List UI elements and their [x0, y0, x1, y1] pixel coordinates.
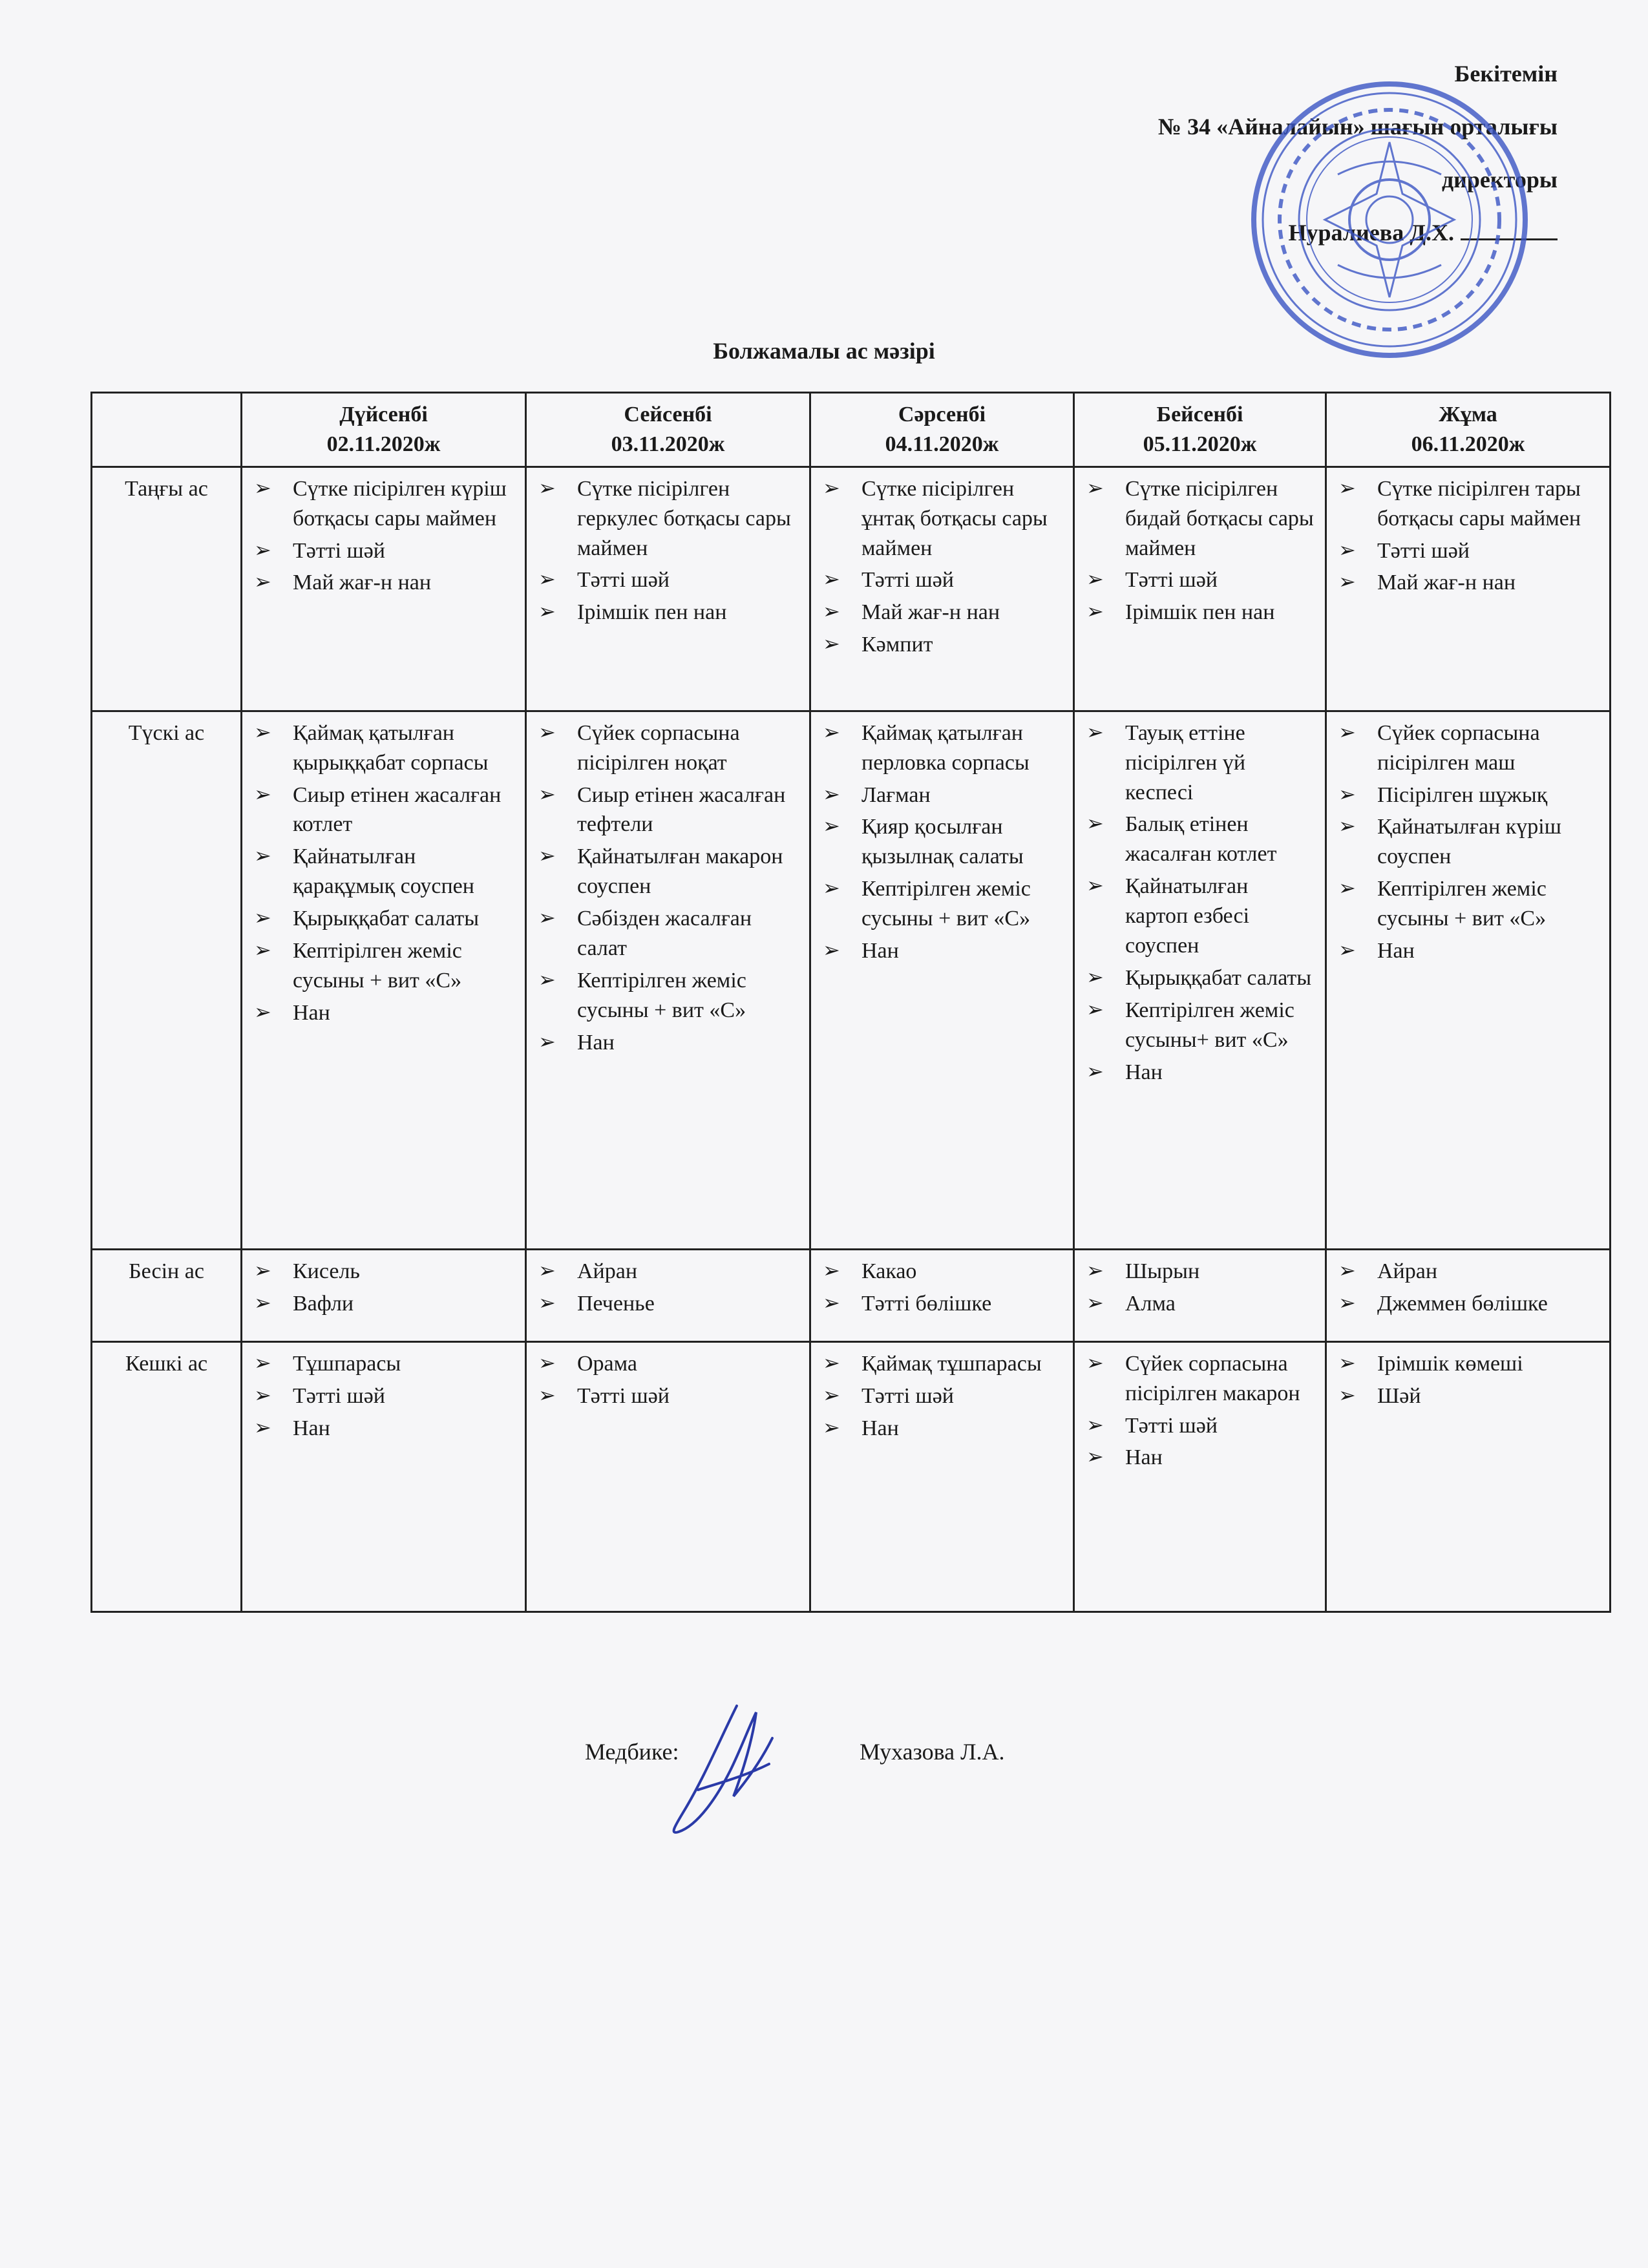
- dish-item: ➢ Сүйек сорпасына пісірілген макарон: [1084, 1349, 1316, 1409]
- menu-cell: [1074, 1249, 1326, 1341]
- dish-item: ➢ Тәтті шәй: [251, 536, 516, 566]
- menu-table: [90, 392, 1611, 1613]
- dish-item: ➢ Қайнатылған макарон соуспен: [536, 842, 800, 901]
- menu-cell: [242, 467, 526, 711]
- dish-item: ➢ Ірімшік пен нан: [1084, 598, 1316, 627]
- dish-item: ➢ Джеммен бөлішке: [1336, 1289, 1600, 1319]
- dish-item: ➢ Қаймақ тұшпарасы: [820, 1349, 1064, 1379]
- dish-item: ➢ Нан: [820, 936, 1064, 966]
- dish-item: ➢ Қаймақ қатылған перловка сорпасы: [820, 719, 1064, 778]
- dish-list: [820, 719, 1064, 966]
- dish-item: ➢ Кептірілген жеміс сусыны + вит «С»: [251, 936, 516, 996]
- menu-cell: [242, 711, 526, 1249]
- dish-item: ➢ Кептірілген жеміс сусыны + вит «С»: [1336, 874, 1600, 934]
- meal-name-cell: Кешкі ас: [92, 1341, 242, 1612]
- dish-item: ➢ Нан: [251, 1414, 516, 1444]
- meal-row: [92, 1249, 1611, 1341]
- dish-list: [1336, 719, 1600, 966]
- dish-item: ➢ Сүйек сорпасына пісірілген ноқат: [536, 719, 800, 778]
- dish-item: ➢ Май жағ-н нан: [251, 568, 516, 598]
- day-header: [1326, 393, 1611, 467]
- day-name: Жұма: [1439, 403, 1497, 426]
- dish-item: ➢ Печенье: [536, 1289, 800, 1319]
- dish-item: ➢ Нан: [820, 1414, 1064, 1444]
- approval-line-director-name: Нуралиева Д.Х.: [1288, 220, 1454, 246]
- dish-item: ➢ Сәбізден жасалған салат: [536, 904, 800, 963]
- dish-item: ➢ Тәтті шәй: [536, 565, 800, 595]
- menu-cell: [810, 711, 1074, 1249]
- day-name: Сәрсенбі: [898, 403, 986, 426]
- meal-name-cell: Таңғы ас: [92, 467, 242, 711]
- dish-list: [1084, 719, 1316, 1087]
- day-date: 05.11.2020ж: [1143, 432, 1257, 456]
- dish-item: ➢ Нан: [1084, 1443, 1316, 1473]
- day-date: 02.11.2020ж: [326, 432, 441, 456]
- day-header: [810, 393, 1074, 467]
- dish-item: ➢ Орама: [536, 1349, 800, 1379]
- dish-list: [1336, 1349, 1600, 1411]
- dish-item: ➢ Нан: [1084, 1058, 1316, 1087]
- dish-item: ➢ Шырын: [1084, 1257, 1316, 1286]
- dish-item: ➢ Сүтке пісірілген ұнтақ ботқасы сары маймен: [820, 474, 1064, 563]
- menu-cell: [1074, 1341, 1326, 1612]
- dish-list: [251, 719, 516, 1028]
- day-header: [526, 393, 810, 467]
- dish-item: ➢ Сүйек сорпасына пісірілген маш: [1336, 719, 1600, 778]
- dish-item: ➢ Сиыр етінен жасалған котлет: [251, 781, 516, 840]
- menu-cell: [1326, 711, 1611, 1249]
- dish-item: ➢ Тәтті шәй: [820, 1381, 1064, 1411]
- handwritten-signature-icon: [659, 1699, 808, 1842]
- dish-item: ➢ Нан: [536, 1028, 800, 1058]
- meal-name-cell: Түскі ас: [92, 711, 242, 1249]
- menu-cell: [242, 1249, 526, 1341]
- approval-line-position: директоры: [1441, 167, 1558, 193]
- dish-item: ➢ Ірімшік пен нан: [536, 598, 800, 627]
- menu-cell: [1326, 467, 1611, 711]
- dish-item: ➢ Кептірілген жеміс сусыны + вит «С»: [536, 966, 800, 1025]
- dish-item: ➢ Сиыр етінен жасалған тефтели: [536, 781, 800, 840]
- dish-item: ➢ Тұшпарасы: [251, 1349, 516, 1379]
- dish-item: ➢ Тәтті шәй: [1336, 536, 1600, 566]
- dish-item: ➢ Қаймақ қатылған қырыққабат сорпасы: [251, 719, 516, 778]
- day-date: 03.11.2020ж: [611, 432, 725, 456]
- menu-cell: [242, 1341, 526, 1612]
- dish-item: ➢ Кисель: [251, 1257, 516, 1286]
- day-name: Сейсенбі: [624, 403, 712, 426]
- dish-list: [536, 1257, 800, 1319]
- menu-cell: [810, 1249, 1074, 1341]
- dish-list: [1084, 1349, 1316, 1473]
- meal-row: [92, 711, 1611, 1249]
- dish-item: ➢ Алма: [1084, 1289, 1316, 1319]
- footer-role: Медбике:: [585, 1739, 679, 1765]
- dish-list: [536, 1349, 800, 1411]
- dish-item: ➢ Тәтті шәй: [1084, 1411, 1316, 1441]
- dish-item: ➢ Шәй: [1336, 1381, 1600, 1411]
- approval-line-organization: № 34 «Айналайын» шағын орталығы: [1157, 114, 1558, 140]
- dish-list: [251, 1257, 516, 1319]
- dish-item: ➢ Тәтті бөлішке: [820, 1289, 1064, 1319]
- dish-list: [820, 1257, 1064, 1319]
- dish-item: ➢ Тәтті шәй: [820, 565, 1064, 595]
- menu-cell: [810, 1341, 1074, 1612]
- dish-list: [536, 474, 800, 627]
- dish-item: ➢ Какао: [820, 1257, 1064, 1286]
- dish-item: ➢ Қайнатылған картоп езбесі соуспен: [1084, 872, 1316, 961]
- menu-cell: [526, 1249, 810, 1341]
- dish-item: ➢ Пісірілген шұжық: [1336, 781, 1600, 810]
- menu-cell: [526, 467, 810, 711]
- round-seal-stamp-icon: [1247, 78, 1532, 362]
- dish-item: ➢ Кептірілген жеміс сусыны+ вит «С»: [1084, 996, 1316, 1055]
- dish-item: ➢ Кәмпит: [820, 630, 1064, 660]
- day-name: Бейсенбі: [1156, 403, 1243, 426]
- menu-cell: [1074, 711, 1326, 1249]
- meal-row: [92, 467, 1611, 711]
- footer-nurse-name: Мухазова Л.А.: [860, 1739, 1005, 1765]
- menu-cell: [526, 711, 810, 1249]
- dish-list: [820, 474, 1064, 660]
- day-date: 06.11.2020ж: [1411, 432, 1525, 456]
- dish-list: [1084, 1257, 1316, 1319]
- day-header: [1074, 393, 1326, 467]
- dish-item: ➢ Нан: [1336, 936, 1600, 966]
- dish-item: ➢ Қырыққабат салаты: [1084, 963, 1316, 993]
- dish-item: ➢ Қайнатылған қарақұмық соуспен: [251, 842, 516, 901]
- menu-cell: [526, 1341, 810, 1612]
- dish-list: [251, 474, 516, 598]
- dish-list: [251, 1349, 516, 1444]
- page-title: Болжамалы ас мәзірі: [713, 338, 935, 364]
- dish-item: ➢ Қайнатылған күріш соуспен: [1336, 812, 1600, 872]
- menu-cell: [1074, 467, 1326, 711]
- dish-item: ➢ Сүтке пісірілген бидай ботқасы сары маймен: [1084, 474, 1316, 563]
- dish-item: ➢ Тауық еттіне пісірілген үй кеспесі: [1084, 719, 1316, 808]
- header-row: [92, 393, 1611, 467]
- dish-item: ➢ Май жағ-н нан: [820, 598, 1064, 627]
- dish-item: ➢ Май жағ-н нан: [1336, 568, 1600, 598]
- dish-item: ➢ Қырыққабат салаты: [251, 904, 516, 934]
- dish-item: ➢ Лағман: [820, 781, 1064, 810]
- dish-item: ➢ Сүтке пісірілген күріш ботқасы сары маймен: [251, 474, 516, 534]
- dish-item: ➢ Вафли: [251, 1289, 516, 1319]
- dish-item: ➢ Сүтке пісірілген геркулес ботқасы сары маймен: [536, 474, 800, 563]
- menu-cell: [810, 467, 1074, 711]
- dish-item: ➢ Тәтті шәй: [251, 1381, 516, 1411]
- meal-row: [92, 1341, 1611, 1612]
- dish-item: ➢ Балық етінен жасалған котлет: [1084, 810, 1316, 869]
- menu-cell: [1326, 1249, 1611, 1341]
- dish-item: ➢ Тәтті шәй: [536, 1381, 800, 1411]
- dish-item: ➢ Тәтті шәй: [1084, 565, 1316, 595]
- header-corner-cell: [92, 393, 242, 467]
- dish-list: [1084, 474, 1316, 627]
- day-name: Дүйсенбі: [339, 403, 428, 426]
- dish-item: ➢ Айран: [1336, 1257, 1600, 1286]
- dish-list: [536, 719, 800, 1058]
- menu-cell: [1326, 1341, 1611, 1612]
- dish-list: [1336, 1257, 1600, 1319]
- day-header: [242, 393, 526, 467]
- meal-name-cell: Бесін ас: [92, 1249, 242, 1341]
- dish-item: ➢ Кептірілген жеміс сусыны + вит «С»: [820, 874, 1064, 934]
- dish-item: ➢ Қияр қосылған қызылнақ салаты: [820, 812, 1064, 872]
- dish-item: ➢ Ірімшік көмеші: [1336, 1349, 1600, 1379]
- dish-item: ➢ Сүтке пісірілген тары ботқасы сары маймен: [1336, 474, 1600, 534]
- dish-list: [1336, 474, 1600, 598]
- dish-list: [820, 1349, 1064, 1444]
- approval-line-approve: Бекітемін: [1454, 61, 1558, 87]
- dish-item: ➢ Айран: [536, 1257, 800, 1286]
- day-date: 04.11.2020ж: [885, 432, 999, 456]
- dish-item: ➢ Нан: [251, 998, 516, 1028]
